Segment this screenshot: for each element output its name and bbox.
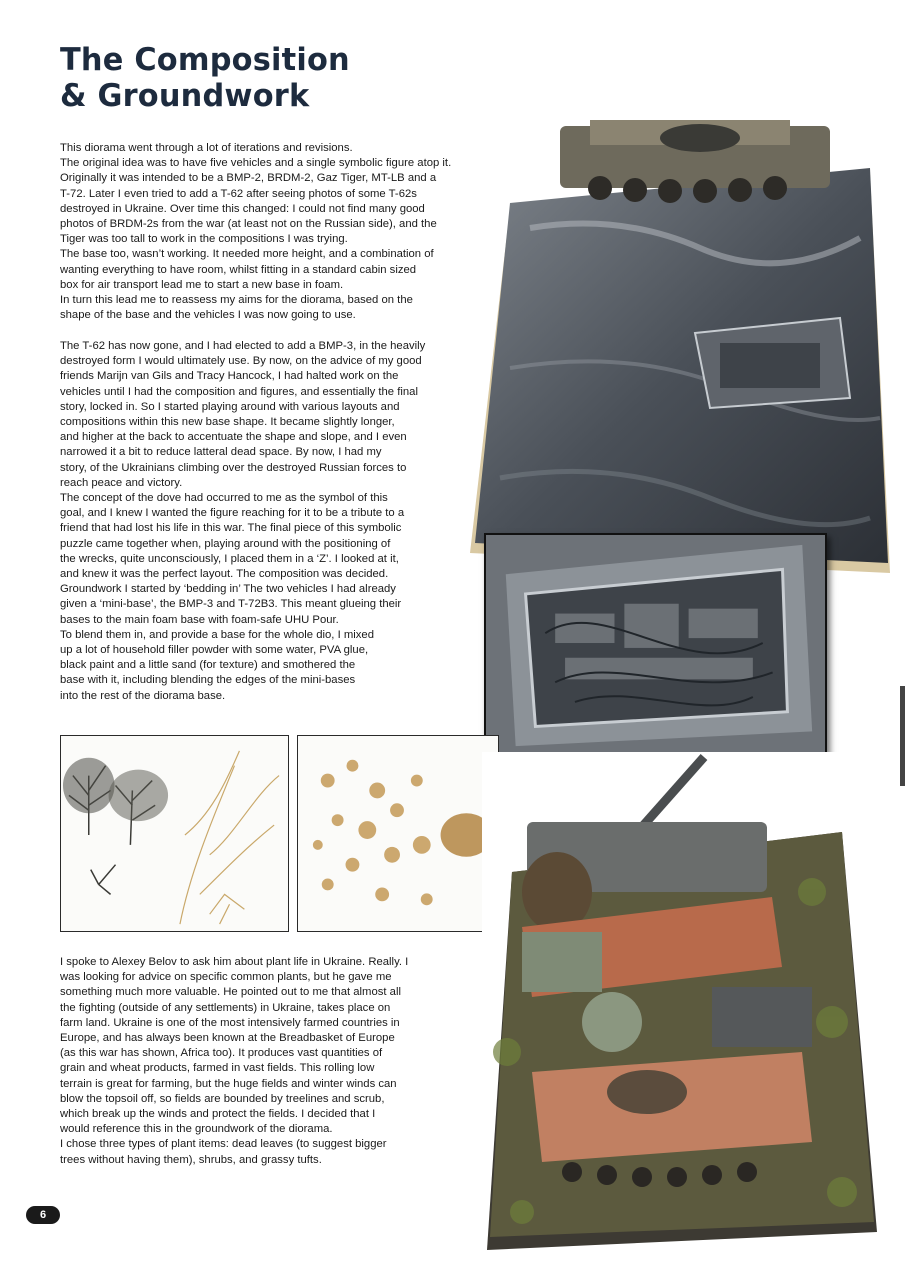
text-line: destroyed in Ukraine. Over time this changed: I could not find many good xyxy=(60,202,425,215)
page-title xyxy=(60,42,350,114)
title-line-2: & Groundwork xyxy=(60,78,310,114)
text-line: base with it, including blending the edges of the mini-bases xyxy=(60,674,356,687)
text-line: In turn this lead me to reassess my aims for the diorama, based on the xyxy=(60,294,413,307)
base-groundwork-photo xyxy=(470,118,895,588)
text-line: I spoke to Alexey Belov to ask him about plant life in Ukraine. Really. I xyxy=(60,956,409,968)
text-line: photos of BRDM-2s from the war (at least not on the Russian side), and the xyxy=(60,218,437,231)
text-line: Tiger was too tall to work in the compositions I was trying. xyxy=(60,233,348,246)
text-line: black paint and a little sand (for texture) and smothered the xyxy=(60,659,356,672)
text-line: box for air transport lead me to start a new base in foam. xyxy=(60,278,344,291)
text-line: shape of the base and the vehicles I was now going to use. xyxy=(60,309,356,322)
text-line: up a lot of household filler powder with some water, PVA glue, xyxy=(60,644,369,657)
text-line: grain and wheat products, farmed in vast fields. This rolling low xyxy=(60,1062,375,1075)
text-line: into the rest of the diorama base. xyxy=(60,689,226,702)
text-line: and knew it was the perfect layout. The composition was decided. xyxy=(60,568,389,581)
text-line: The T-62 has now gone, and I had elected to add a BMP-3, in the heavily xyxy=(60,340,426,352)
text-line: This diorama went through a lot of iterations and revisions. xyxy=(60,142,353,154)
text-line: farm land. Ukraine is one of the most intensively farmed countries in xyxy=(60,1016,400,1029)
text-line: story, locked in. So I started playing around with various layouts and xyxy=(60,400,400,413)
page-edge-marker xyxy=(900,686,905,786)
text-line: vehicles until I had the composition and figures, and essentially the final xyxy=(60,385,418,398)
text-line: bases to the main foam base with foam-safe UHU Pour. xyxy=(60,613,339,626)
text-line: the wrecks, quite unconsciously, I placed them in a ‘Z’. I looked at it, xyxy=(60,552,399,565)
text-line: given a ‘mini-base’, the BMP-3 and T-72B3. This meant glueing their xyxy=(60,598,402,611)
text-line: destroyed form I would ultimately use. By now, on the advice of my good xyxy=(60,355,422,368)
text-line: something much more valuable. He pointed out to me that almost all xyxy=(60,986,401,999)
text-line: reach peace and victory. xyxy=(60,476,183,489)
text-line: T-72. Later I even tried to add a T-62 after seeing photos of some T-62s xyxy=(60,187,417,200)
paragraph-plant-life xyxy=(60,955,408,1168)
text-line: terrain is great for farming, but the huge fields and winter winds can xyxy=(60,1077,397,1090)
paragraph-layout-groundwork xyxy=(60,339,425,704)
text-line: Europe, and has always been known at the Breadbasket of Europe xyxy=(60,1032,395,1045)
paragraph-composition xyxy=(60,141,451,323)
text-line: was looking for advice on specific common plants, but he gave me xyxy=(60,971,392,984)
text-line: puzzle came together when, playing around with the positioning of xyxy=(60,537,391,550)
text-line: would reference this in the groundwork of the diorama. xyxy=(60,1123,333,1136)
text-line: Originally it was intended to be a BMP-2, BRDM-2, Gaz Tiger, MT-LB and a xyxy=(60,172,437,185)
title-line-1: The Composition xyxy=(60,42,350,78)
text-line: (as this war has shown, Africa too). It produces vast quantities of xyxy=(60,1047,383,1060)
text-line: compositions within this new base shape. It became slightly longer, xyxy=(60,416,395,429)
text-line: which break up the winds and protect the fields. I decided that I xyxy=(60,1108,376,1121)
text-line: and higher at the back to accentuate the shape and slope, and I even xyxy=(60,431,407,444)
finished-diorama-photo xyxy=(482,752,895,1252)
text-line: I chose three types of plant items: dead leaves (to suggest bigger xyxy=(60,1138,387,1151)
text-line: To blend them in, and provide a base for the whole dio, I mixed xyxy=(60,628,374,641)
text-line: The base too, wasn’t working. It needed more height, and a combination of xyxy=(60,248,434,261)
text-line: Groundwork I started by ‘bedding in’ The two vehicles I had already xyxy=(60,583,396,596)
text-line: trees without having them), shrubs, and grassy tufts. xyxy=(60,1153,322,1166)
text-line: goal, and I knew I wanted the figure reaching for it to be a tribute to a xyxy=(60,507,405,520)
trees-and-leaves-photo xyxy=(60,735,289,932)
engine-bay-closeup-photo xyxy=(484,533,827,755)
grass-tufts-photo xyxy=(297,735,499,932)
text-line: blow the topsoil off, so fields are bounded by treelines and scrub, xyxy=(60,1092,385,1105)
text-line: story, of the Ukrainians climbing over the destroyed Russian forces to xyxy=(60,461,407,474)
text-line: wanting everything to have room, whilst fitting in a standard cabin sized xyxy=(60,263,417,276)
text-line: The concept of the dove had occurred to me as the symbol of this xyxy=(60,492,388,505)
page-number-badge: 6 xyxy=(26,1206,60,1224)
text-line: friend that had lost his life in this war. The final piece of this symbolic xyxy=(60,522,402,535)
text-line: friends Marijn van Gils and Tracy Hancock, I had halted work on the xyxy=(60,370,399,383)
text-line: the fighting (outside of any settlements) in Ukraine, takes place on xyxy=(60,1001,391,1014)
text-line: narrowed it a bit to reduce latteral dead space. By now, I had my xyxy=(60,446,382,459)
text-line: The original idea was to have five vehicles and a single symbolic figure atop it. xyxy=(60,157,452,170)
